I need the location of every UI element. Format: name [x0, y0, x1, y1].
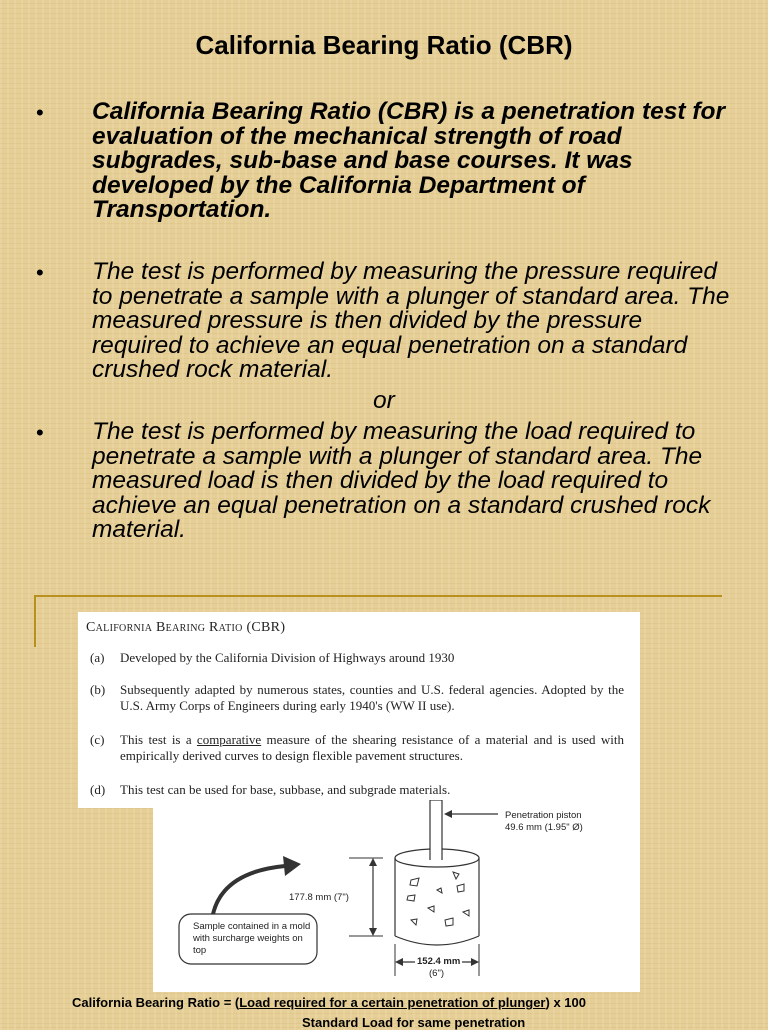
dimension-arrow-left-icon [395, 958, 403, 966]
item-text-after: measure of the shearing resistance of a material and is used with empirically derived curves to design flexible pavement structures. [120, 732, 624, 763]
item-label: (c) [90, 732, 105, 747]
bullet-text: The test is performed by measuring the pressure required to penetrate a sample with a plunger of standard area. The measured pressure is then divided by the pressure required to achieve an equal penetration on a standard crushed rock material. [92, 258, 730, 383]
item-label: (a) [90, 650, 105, 665]
piston-size-label: 49.6 mm (1.95" Ø) [505, 822, 583, 833]
bullet-text: California Bearing Ratio (CBR) is a penetration test for evaluation of the mechanical strength of road subgrades, sub-base and base courses. It was developed by the California Department of Transportation. [92, 98, 725, 223]
item-text-before: This test is a [120, 732, 197, 747]
aggregate-stones [407, 872, 469, 926]
cbr-test-diagram [153, 800, 640, 992]
item-label: (b) [90, 682, 106, 697]
decorative-divider-vertical [34, 595, 36, 647]
curved-arrow-icon [283, 856, 301, 876]
bullet-symbol: • [36, 260, 44, 285]
document-heading: California Bearing Ratio (CBR) [86, 620, 286, 635]
dimension-arrow-down-icon [369, 928, 377, 936]
dimension-arrow-right-icon [471, 958, 479, 966]
dimension-arrow-up-icon [369, 858, 377, 866]
item-text [120, 732, 624, 764]
formula-prefix: California Bearing Ratio = ( [72, 995, 240, 1010]
piston-label: Penetration piston [505, 810, 582, 821]
item-text-underlined: comparative [196, 732, 262, 747]
item-text: This test can be used for base, subbase, and subgrade materials. [120, 782, 451, 797]
decorative-divider [34, 595, 722, 597]
formula-denominator: Standard Load for same penetration [302, 1015, 526, 1030]
formula-suffix: ) x 100 [545, 995, 586, 1010]
height-dimension-label: 177.8 mm (7") [289, 892, 349, 903]
formula-numerator: Load required for a certain penetration of plunger [239, 995, 546, 1010]
bullet-text: The test is performed by measuring the load required to penetrate a sample with a plunger of standard area. The measured load is then divided by the load required to achieve an equal penetration on a standard crushed rock material. [92, 418, 711, 543]
mold-bottom [395, 936, 479, 945]
item-text: Subsequently adapted by numerous states, counties and U.S. federal agencies. Adopted by the U.S. Army Corps of Engineers during early 1940's (WW II use). [120, 682, 624, 713]
or-separator: or [373, 387, 395, 414]
slide-title: California Bearing Ratio (CBR) [195, 30, 573, 60]
cbr-document-excerpt [78, 612, 640, 808]
cbr-formula [72, 995, 768, 1010]
width-dimension-inches: (6") [429, 968, 444, 979]
bullet-symbol: • [36, 100, 44, 125]
item-label: (d) [90, 782, 106, 797]
width-dimension-label: 152.4 mm [417, 956, 461, 967]
bullet-symbol: • [36, 420, 44, 445]
item-text: Developed by the California Division of Highways around 1930 [120, 650, 455, 665]
piston-arrow-icon [444, 810, 452, 818]
sample-label: Sample contained in a mold with surcharge weights on top [193, 921, 311, 956]
